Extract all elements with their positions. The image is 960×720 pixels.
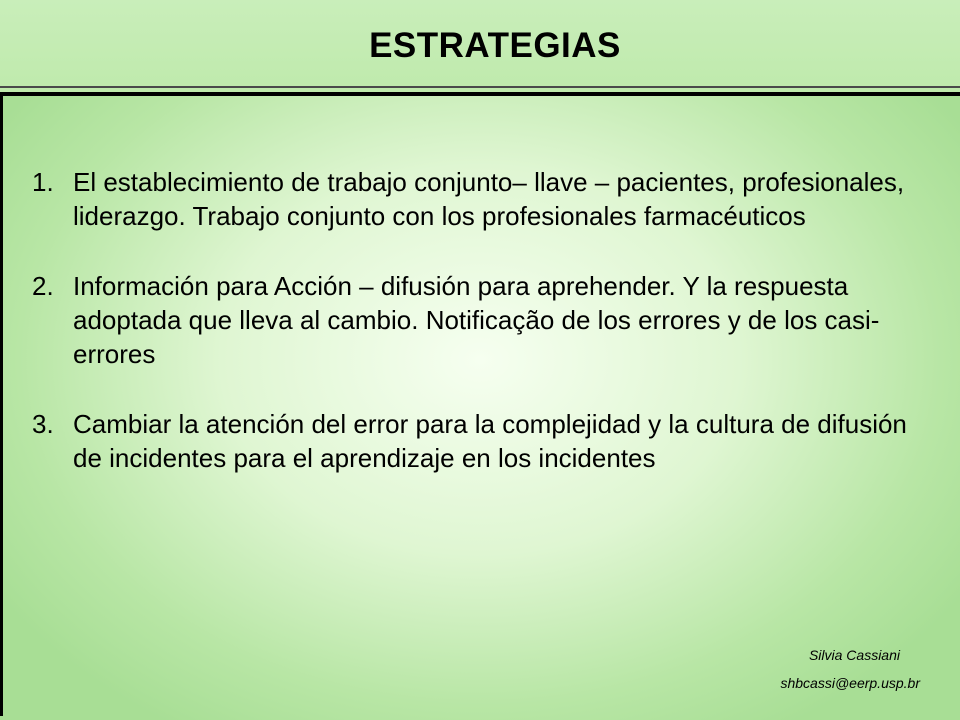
strategy-list [32, 165, 932, 511]
title-bar [0, 0, 960, 96]
author-name: Silvia Cassiani [808, 647, 900, 663]
item-text: El establecimiento de trabajo conjunto– llave – pacientes, profesionales, liderazgo. Trabajo conjunto con los profesionales farmacéuticos [73, 167, 905, 231]
list-item [32, 269, 932, 371]
item-number: 3. [32, 409, 54, 439]
item-text: Información para Acción – difusión para aprehender. Y la respuesta adoptada que lleva al cambio. Notificação de los errores y de los casi-errores [73, 271, 880, 369]
author-email: shbcassi@eerp.usp.br [780, 675, 920, 691]
list-item [32, 165, 932, 233]
list-item [32, 407, 932, 475]
item-number: 2. [32, 271, 54, 301]
slide-title: ESTRATEGIAS [369, 26, 621, 65]
item-text: Cambiar la atención del error para la complejidad y la cultura de difusión de incidentes para el aprendizaje en los incidentes [73, 409, 907, 473]
item-number: 1. [32, 167, 54, 197]
